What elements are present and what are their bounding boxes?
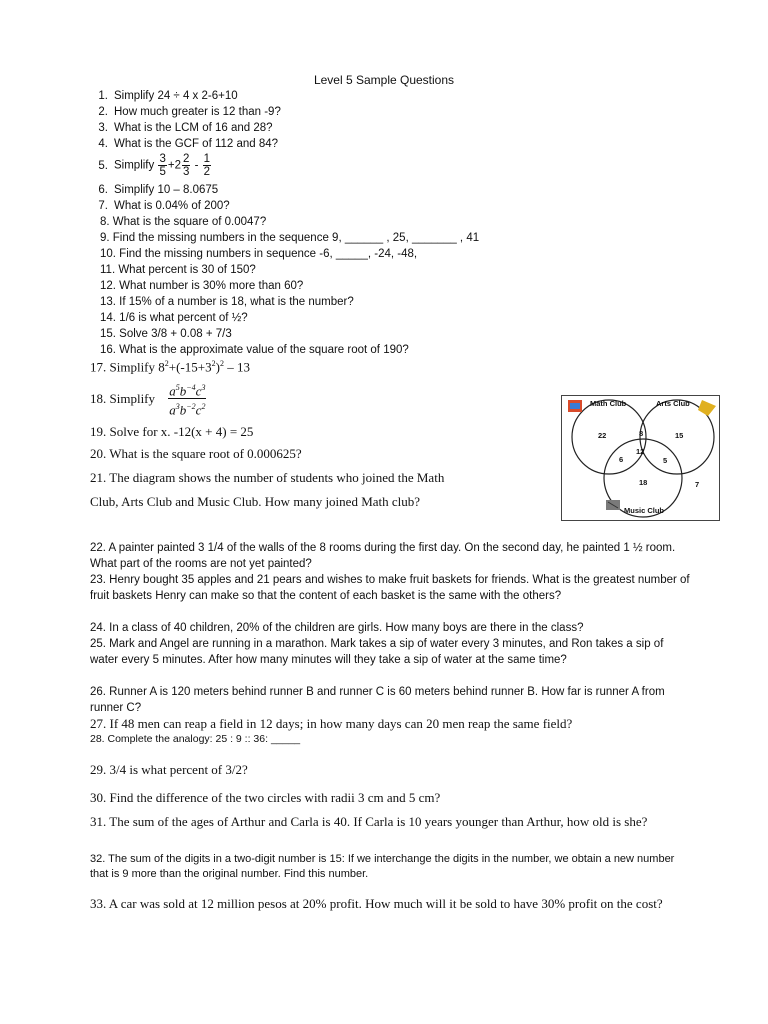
question-28: 28. Complete the analogy: 25 : 9 :: 36: _____	[90, 733, 301, 745]
question-21-line-1: 21. The diagram shows the number of students who joined the Math	[90, 470, 445, 485]
fraction-one-half: $\frac{1}{2}$	[203, 153, 211, 178]
page-title: Level 5 Sample Questions	[313, 73, 455, 87]
question-30: 30. Find the difference of the two circles with radii 3 cm and 5 cm?	[90, 790, 441, 805]
plus-two: +2	[167, 159, 181, 172]
question-18-fraction: $\frac{a^5b^{-4}c^3}{a^3b^{-2}c^2}$	[168, 380, 206, 418]
arts-club-label: Arts Club	[656, 399, 690, 408]
question-18	[90, 380, 207, 418]
question-24: 24. In a class of 40 children, 20% of the children are girls. How many boys are there in the class?	[90, 622, 584, 634]
question-31: 31. The sum of the ages of Arthur and Carla is 40. If Carla is 10 years younger than Arthur, how old is she?	[90, 814, 648, 829]
question-14: 14. 1/6 is what percent of ½?	[100, 312, 248, 324]
value-none: 7	[695, 480, 700, 489]
question-32: 32. The sum of the digits in a two-digit number is 15: If we interchange the digits in the number, we obtain a new number that is 9 more than the original number. Find this number.	[90, 853, 675, 880]
question-6-text: Simplify 10 – 8.0675	[114, 184, 219, 196]
question-5: 5. Simplify $\frac{3}{5}$ +2 $\frac{2}{3}$ - $\frac{1}{2}$	[98, 153, 211, 178]
question-10: 10. Find the missing numbers in sequence -6, _____, -24, -48,	[100, 248, 418, 260]
value-math-music: 6	[619, 455, 624, 464]
question-11: 11. What percent is 30 of 150?	[100, 264, 256, 276]
question-19: 19. Solve for x. -12(x + 4) = 25	[90, 424, 254, 439]
question-29: 29. 3/4 is what percent of 3/2?	[90, 762, 248, 777]
question-1: 1. Simplify 24 ÷ 4 x 2-6+10	[98, 90, 238, 102]
question-25: 25. Mark and Angel are running in a marathon. Mark takes a sip of water every 3 minutes, and Ron takes a sip of water every 5 minutes. After how many minutes will they take a sip of water at the same time?	[90, 638, 664, 666]
question-8: 8. What is the square of 0.0047?	[100, 216, 267, 228]
question-7: 7. What is 0.04% of 200?	[98, 200, 230, 212]
question-3: 3. What is the LCM of 16 and 28?	[98, 122, 273, 134]
question-6: 6. Simplify 10 – 8.0675	[98, 184, 219, 196]
question-1-text: Simplify 24 ÷ 4 x 2-6+10	[114, 90, 238, 102]
venn-diagram-svg	[562, 396, 719, 520]
question-27: 27. If 48 men can reap a field in 12 days; in how many days can 20 men reap the same field?	[90, 716, 573, 731]
question-18-label: 18. Simplify	[90, 390, 156, 406]
math-club-label: Math Club	[590, 399, 627, 408]
question-20: 20. What is the square root of 0.000625?	[90, 446, 302, 461]
question-4: 4. What is the GCF of 112 and 84?	[98, 138, 279, 150]
question-7-text: What is 0.04% of 200?	[114, 200, 230, 212]
math-club-circle	[572, 400, 646, 474]
question-33: 33. A car was sold at 12 million pesos at 20% profit. How much will it be sold to have 30% profit on the cost?	[90, 896, 663, 911]
question-13: 13. If 15% of a number is 18, what is the number?	[100, 296, 354, 308]
fraction-two-thirds: $\frac{2}{3}$	[183, 153, 190, 178]
question-17: 17. Simplify $8^2+(-15+3^2)^2 - 13$	[90, 359, 250, 375]
venn-diagram	[561, 395, 720, 521]
question-21-line-2: Club, Arts Club and Music Club. How many joined Math club?	[90, 494, 421, 509]
fraction-three-fifths: $\frac{3}{5}$	[159, 153, 166, 178]
question-4-text: What is the GCF of 112 and 84?	[114, 138, 279, 150]
question-9: 9. Find the missing numbers in the sequence 9, ______ , 25, _______ , 41	[100, 232, 480, 244]
question-5-label: Simplify	[114, 159, 155, 172]
question-16: 16. What is the approximate value of the square root of 190?	[100, 344, 409, 356]
music-club-label: Music Club	[624, 506, 665, 515]
question-22: 22. A painter painted 3 1/4 of the walls of the 8 rooms during the first day. On the second day, he painted 1 ½ room. What part of the rooms are not yet painted?	[90, 542, 676, 570]
minus-sign: -	[191, 159, 202, 172]
question-2-text: How much greater is 12 than -9?	[114, 106, 281, 118]
question-3-text: What is the LCM of 16 and 28?	[114, 122, 273, 134]
question-12: 12. What number is 30% more than 60?	[100, 280, 304, 292]
value-math-only: 22	[598, 431, 607, 440]
value-music-only: 18	[639, 478, 648, 487]
question-26: 26. Runner A is 120 meters behind runner B and runner C is 60 meters behind runner B. How far is runner A from runner C?	[90, 686, 665, 714]
question-23: 23. Henry bought 35 apples and 21 pears and wishes to make fruit baskets for friends. What is the greatest number of fruit baskets Henry can make so that the content of each basket is the same with the others?	[90, 574, 690, 602]
question-15: 15. Solve 3/8 + 0.08 + 7/3	[100, 328, 232, 340]
arts-club-icon	[698, 400, 716, 416]
value-arts-music: 5	[663, 456, 668, 465]
question-2: 2. How much greater is 12 than -9?	[98, 106, 281, 118]
value-arts-only: 15	[675, 431, 684, 440]
value-all-three: 12	[636, 447, 645, 456]
value-math-arts: 8	[639, 429, 644, 438]
